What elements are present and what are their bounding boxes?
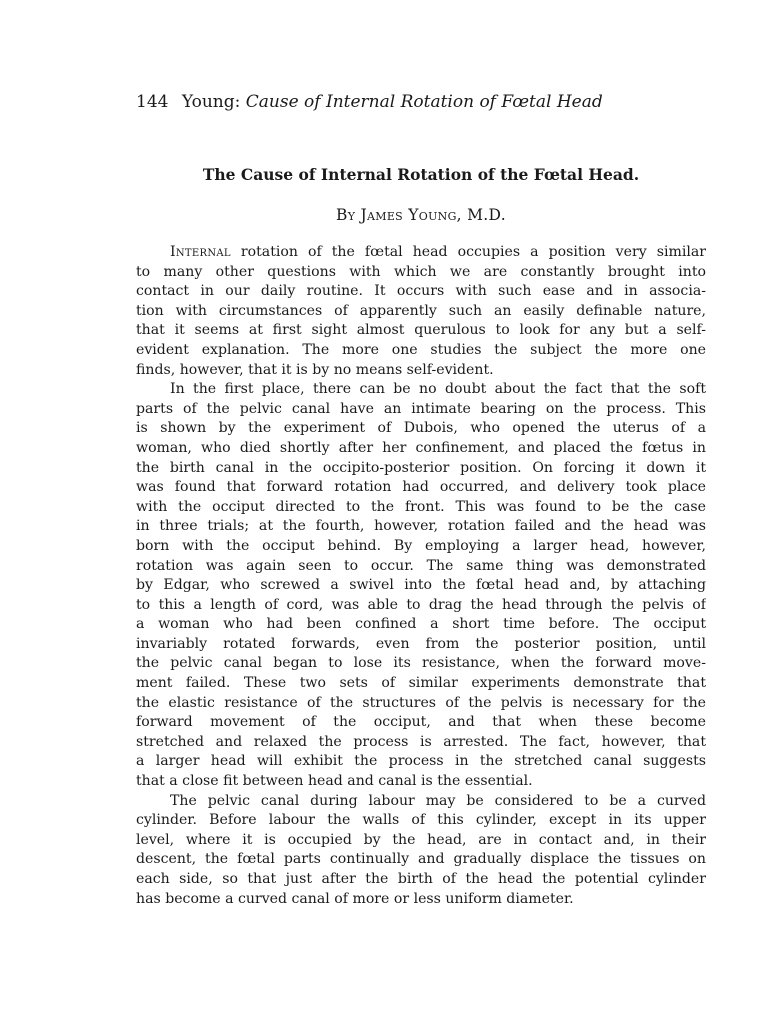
- line-text: In the first place, there can be no doubt about the fact that the soft: [170, 381, 706, 398]
- line-text: stretched and relaxed the process is arrested. The fact, however, that: [136, 733, 706, 750]
- line-text: the elastic resistance of the structures of the pelvis is necessary for the: [136, 694, 706, 711]
- running-head-title: Cause of Internal Rotation of Fœtal Head: [245, 92, 603, 112]
- line-text: ment failed. These two sets of similar experiments demonstrate that: [136, 675, 706, 692]
- text-line: [136, 341, 706, 361]
- text-line: [136, 537, 706, 557]
- text-line: [136, 654, 706, 674]
- text-line: [136, 263, 706, 283]
- line-text: born with the occiput behind. By employing a larger head, however,: [136, 537, 706, 554]
- line-text: the birth canal in the occipito-posterior position. On forcing it down it: [136, 459, 706, 476]
- page-number: 144: [136, 92, 169, 112]
- text-line: [136, 811, 706, 831]
- text-line: [136, 831, 706, 851]
- article-title: The Cause of Internal Rotation of the Fœtal Head.: [202, 165, 640, 184]
- lead-word: Internal: [170, 244, 231, 260]
- line-text: forward movement of the occiput, and that when these become: [136, 714, 706, 731]
- text-line: [136, 321, 706, 341]
- text-line: [136, 361, 706, 381]
- paragraph: [136, 380, 706, 791]
- byline-text: By James Young, M.D.: [336, 206, 506, 224]
- text-line: [136, 419, 706, 439]
- line-text: level, where it is occupied by the head, are in contact and, in their: [136, 831, 706, 848]
- line-text: finds, however, that it is by no means self-evident.: [136, 361, 494, 378]
- line-text: cylinder. Before labour the walls of this cylinder, except in its upper: [136, 812, 706, 829]
- paragraph: [136, 792, 706, 910]
- text-line: [136, 576, 706, 596]
- line-text: a woman who had been confined a short time before. The occiput: [136, 616, 706, 633]
- text-line: [136, 694, 706, 714]
- line-text: contact in our daily routine. It occurs with such ease and in associa-: [136, 283, 706, 300]
- text-line: [136, 674, 706, 694]
- text-line: [136, 380, 706, 400]
- text-line: [136, 557, 706, 577]
- paragraph: [136, 243, 706, 380]
- text-line: [136, 713, 706, 733]
- line-text: descent, the fœtal parts continually and gradually displace the tissues on: [136, 851, 706, 868]
- running-head-author: Young:: [181, 92, 241, 112]
- line-text: The pelvic canal during labour may be considered to be a curved: [170, 792, 706, 809]
- line-text: parts of the pelvic canal have an intimate bearing on the process. This: [136, 400, 706, 417]
- text-line: [136, 635, 706, 655]
- text-line: [136, 870, 706, 890]
- text-line: [136, 615, 706, 635]
- line-text: invariably rotated forwards, even from the posterior position, until: [136, 635, 706, 652]
- line-text: has become a curved canal of more or less uniform diameter.: [136, 890, 574, 907]
- line-text: the pelvic canal began to lose its resistance, when the forward move-: [136, 655, 706, 672]
- text-line: [136, 890, 706, 910]
- line-text: rotation was again seen to occur. The same thing was demonstrated: [136, 557, 706, 574]
- line-text: by Edgar, who screwed a swivel into the fœtal head and, by attaching: [136, 577, 706, 594]
- line-text: with the occiput directed to the front. This was found to be the case: [136, 498, 706, 515]
- running-head: [136, 90, 656, 114]
- text-line: [136, 439, 706, 459]
- line-text: a larger head will exhibit the process in the stretched canal suggests: [136, 753, 706, 770]
- text-line: [136, 517, 706, 537]
- line-text: woman, who died shortly after her confinement, and placed the fœtus in: [136, 439, 706, 456]
- line-text: that a close fit between head and canal is the essential.: [136, 773, 533, 790]
- text-line: [136, 752, 706, 772]
- text-line: [136, 478, 706, 498]
- article-body: [136, 243, 706, 909]
- text-line: [136, 792, 706, 812]
- text-line: [136, 498, 706, 518]
- line-text: to this a length of cord, was able to drag the head through the pelvis of: [136, 596, 706, 613]
- text-line: [136, 772, 706, 792]
- line-text: to many other questions with which we are constantly brought into: [136, 263, 706, 280]
- article-byline: [136, 204, 706, 226]
- text-line: [136, 850, 706, 870]
- text-line: [136, 400, 706, 420]
- line-text: rotation of the fœtal head occupies a position very similar: [230, 244, 706, 260]
- text-line: [136, 302, 706, 322]
- line-text: that it seems at first sight almost querulous to look for any but a self-: [136, 322, 706, 339]
- text-line: [136, 243, 706, 263]
- line-text: tion with circumstances of apparently such an easily definable nature,: [136, 302, 706, 319]
- text-line: [136, 282, 706, 302]
- text-line: [136, 733, 706, 753]
- line-text: is shown by the experiment of Dubois, who opened the uterus of a: [136, 420, 706, 437]
- text-line: [136, 459, 706, 479]
- line-text: was found that forward rotation had occurred, and delivery took place: [136, 479, 706, 496]
- line-text: each side, so that just after the birth of the head the potential cylinder: [136, 871, 706, 887]
- text-line: [136, 596, 706, 616]
- line-text: evident explanation. The more one studies the subject the more one: [136, 341, 706, 358]
- line-text: in three trials; at the fourth, however, rotation failed and the head was: [136, 518, 706, 535]
